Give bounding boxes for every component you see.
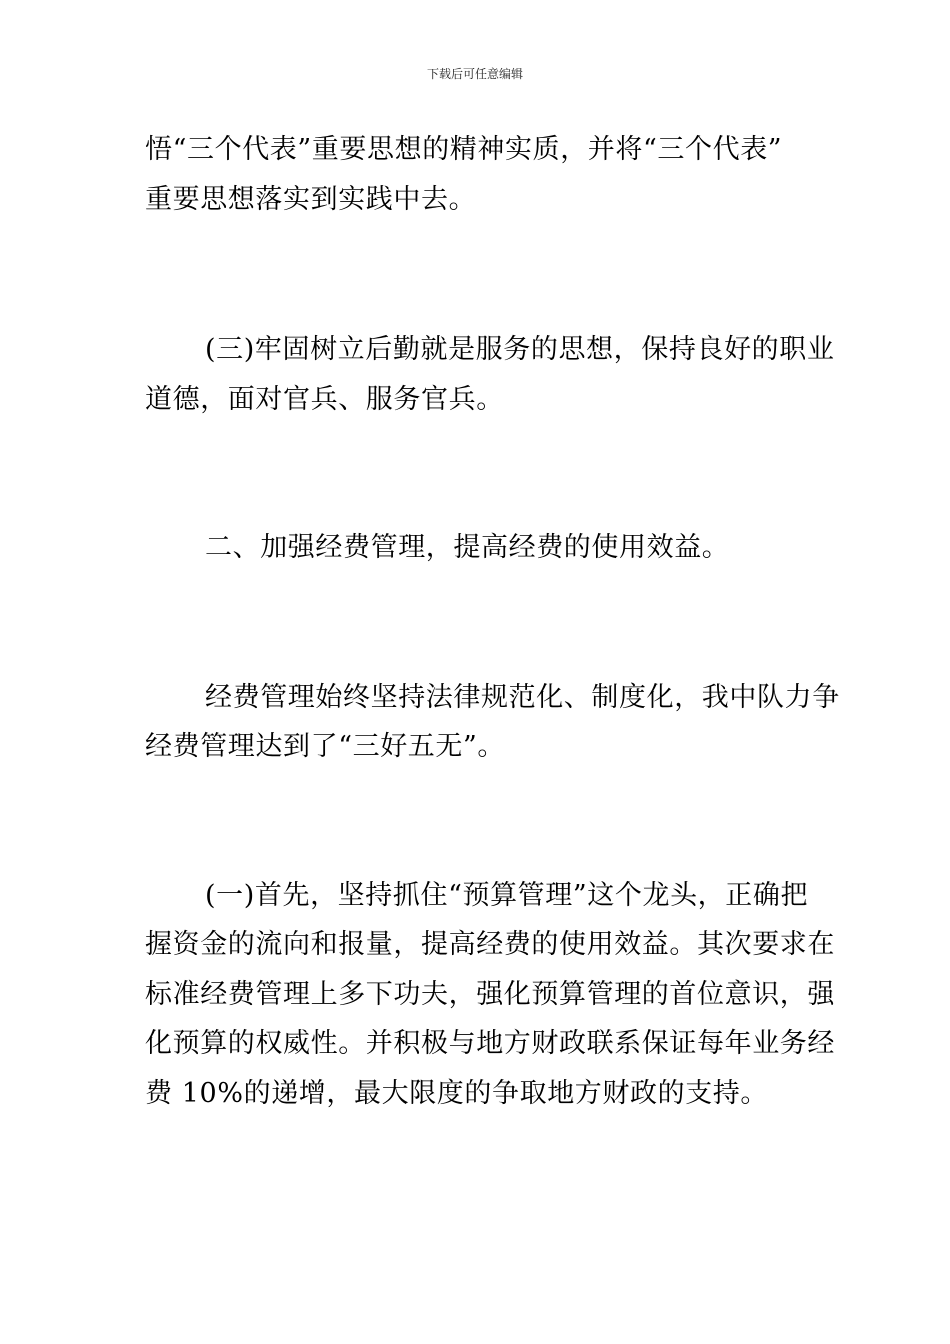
paragraph-line: 费 10%的递增，最大限度的争取地方财政的支持。 [145,1078,768,1109]
paragraph-line: 经费管理达到了“三好五无”。 [145,731,506,762]
paragraph-line: 重要思想落实到实践中去。 [145,184,477,215]
paragraph-line: (三)牢固树立后勤就是服务的思想，保持良好的职业 [205,334,835,365]
paragraph-line: 化预算的权威性。并积极与地方财政联系保证每年业务经 [145,1028,835,1059]
section-heading: 二、加强经费管理，提高经费的使用效益。 [205,532,730,563]
page-header: 下载后可任意编辑 [426,67,523,81]
paragraph-line: 经费管理始终坚持法律规范化、制度化，我中队力争 [205,682,840,713]
paragraph-line: 悟“三个代表”重要思想的精神实质，并将“三个代表” [145,134,783,165]
paragraph-line: 握资金的流向和报量，提高经费的使用效益。其次要求在 [145,929,835,960]
paragraph-line: 标准经费管理上多下功夫，强化预算管理的首位意识，强 [145,979,835,1010]
paragraph-line: (一)首先，坚持抓住“预算管理”这个龙头，正确把 [205,880,809,911]
paragraph-line: 道德，面对官兵、服务官兵。 [145,384,504,415]
